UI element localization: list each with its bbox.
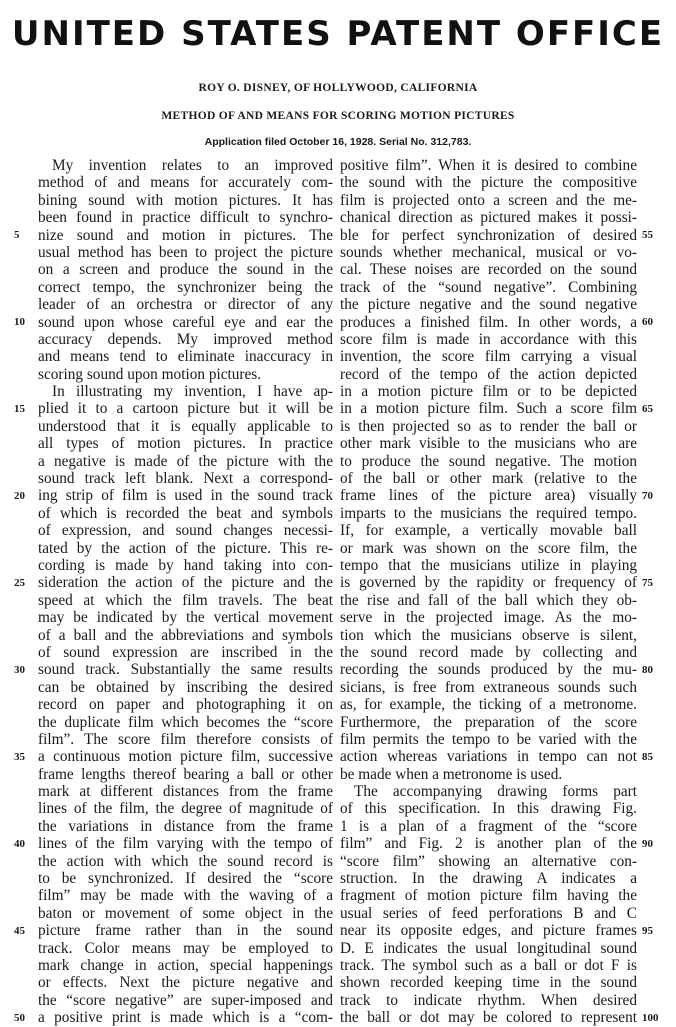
text-line: If, for example, a vertically movable ball (340, 522, 637, 540)
text-line: of this specification. In this drawing Fig. (340, 800, 637, 818)
text-line: sound track left blank. Next a correspond- (38, 470, 333, 488)
text-line: the “score negative” are super-imposed and (38, 991, 333, 1009)
text-line: cording is made by hand taking into con- (38, 556, 333, 574)
line-number: 75 (642, 576, 653, 589)
text-line: track. Color means may be employed to (38, 939, 333, 957)
text-line: sounds whether mechanical, musical or vo- (340, 243, 637, 261)
text-line: lines of the film, the degree of magnitude of (38, 800, 333, 818)
text-line: lines of the film varying with the tempo of (38, 835, 333, 853)
line-number: 65 (642, 402, 653, 415)
text-line: film” and Fig. 2 is another plan of the (340, 835, 637, 853)
text-line: the variations in distance from the frame (38, 817, 333, 835)
line-number: 20 (14, 489, 25, 502)
text-line: tempo that the musicians utilize in playing (340, 556, 637, 574)
text-line: sideration the action of the picture and the (38, 574, 333, 592)
line-number: 50 (14, 1011, 25, 1024)
line-number: 15 (14, 402, 25, 415)
text-line: is then projected so as to render the ball or (340, 417, 637, 435)
text-line: “score film” showing an alternative con- (340, 852, 637, 870)
line-number: 55 (642, 228, 653, 241)
text-line: ble for perfect synchronization of desired (340, 226, 637, 244)
text-line: In illustrating my invention, I have ap- (52, 383, 333, 401)
text-line: correct tempo, the synchronizer being the (38, 278, 333, 296)
text-line: of expression, and sound changes necessi- (38, 522, 333, 540)
text-line: near its opposite edges, and picture frames (340, 922, 637, 940)
text-line: as, for example, the ticking of a metronome. (340, 696, 637, 714)
text-line: of which is recorded the beat and symbols (38, 504, 333, 522)
text-line: tion which the musicians observe is silent, (340, 626, 637, 644)
patent-title: METHOD OF AND MEANS FOR SCORING MOTION PICTURES (161, 110, 515, 122)
text-line: track to indicate rhythm. When desired (340, 991, 637, 1009)
text-line: to be synchronized. If desired the “score (38, 870, 333, 888)
text-line: the picture negative and the sound negative (340, 296, 637, 314)
text-line: The accompanying drawing forms part (354, 783, 637, 801)
line-number: 60 (642, 315, 653, 328)
text-line: frame lines of the picture area) visually (340, 487, 637, 505)
text-line: in a motion picture film or to be depicted (340, 383, 637, 401)
text-line: recording the sounds produced by the mu- (340, 661, 637, 679)
text-line: mark at different distances from the frame (38, 783, 333, 801)
text-line: shown recorded keeping time in the sound (340, 974, 637, 992)
text-line: My invention relates to an improved (52, 157, 333, 174)
text-line: ing strip of film is used in the sound track (38, 487, 333, 505)
text-line: invention, the score film carrying a visual (340, 348, 637, 366)
text-line: leader of an orchestra or director of any (38, 296, 333, 314)
text-line: usual series of feed perforations B and C (340, 904, 637, 922)
text-line: be made when a metronome is used. (340, 765, 563, 783)
line-number: 25 (14, 576, 25, 589)
line-number: 45 (14, 924, 25, 937)
text-line: of the ball or other mark (relative to the (340, 470, 637, 488)
text-line: is governed by the rapidity or frequency of (340, 574, 637, 592)
text-line: a negative is made of the picture with the (38, 452, 333, 470)
text-line: usual method has been to project the picture (38, 243, 333, 261)
text-line: of a ball and the abbreviations and symbols (38, 626, 333, 644)
text-line: chanical direction as pictured makes it possi- (340, 209, 637, 227)
text-line: of sound expression are inscribed in the (38, 643, 333, 661)
line-number: 5 (14, 228, 20, 241)
line-number: 80 (642, 663, 653, 676)
office-title: UNITED STATES PATENT OFFICE (11, 14, 665, 54)
text-line: record of the tempo of the action depicted (340, 365, 637, 383)
text-line: the sound record made by collecting and (340, 643, 637, 661)
text-line: bining sound with motion pictures. It has (38, 191, 333, 209)
line-number: 85 (642, 750, 653, 763)
text-line: to produce the sound negative. The motion (340, 452, 637, 470)
text-line: fragment of motion picture film having the (340, 887, 637, 905)
line-number: 10 (14, 315, 25, 328)
text-line: positive film”. When it is desired to combine (340, 157, 637, 174)
text-line: track. The symbol such as a ball or dot F is (340, 956, 637, 974)
text-line: the rise and fall of the ball which they ob- (340, 591, 637, 609)
text-line: sicians, is free from extraneous sounds such (340, 678, 637, 696)
text-line: film” may be made with the waving of a (38, 887, 333, 905)
right-column (340, 157, 637, 1027)
text-line: action whereas variations in tempo can not (340, 748, 637, 766)
text-line: the ball or dot may be colored to represent (340, 1009, 637, 1027)
text-line: D. E indicates the usual longitudinal sound (340, 939, 637, 957)
text-line: mark change in action, special happenings (38, 956, 333, 974)
text-line: other mark visible to the musicians who are (340, 435, 637, 453)
text-line: a continuous motion picture film, successive (38, 748, 333, 766)
text-line: the duplicate film which becomes the “score (38, 713, 333, 731)
text-line: the action with which the sound record is (38, 852, 333, 870)
application-line: Application filed October 16, 1928. Serial No. 312,783. (204, 136, 472, 148)
text-line: tated by the action of the picture. This re- (38, 539, 333, 557)
line-number: 90 (642, 837, 653, 850)
text-line: film”. The score film therefore consists of (38, 730, 333, 748)
text-line: produces a finished film. In other words, a (340, 313, 637, 331)
text-line: scoring sound upon motion pictures. (38, 365, 262, 383)
text-line: picture frame rather than in the sound (38, 922, 333, 940)
text-line: may be indicated by the vertical movement (38, 609, 333, 627)
text-line: record on paper and photographing it on (38, 696, 333, 714)
line-number: 35 (14, 750, 25, 763)
text-line: track of the “sound negative”. Combining (340, 278, 637, 296)
line-number: 95 (642, 924, 653, 937)
text-line: 1 is a plan of a fragment of the “score (340, 817, 637, 835)
text-line: can be obtained by inscribing the desired (38, 678, 333, 696)
text-line: frame lengths thereof bearing a ball or other (38, 765, 333, 783)
text-line: method of and means for accurately com- (38, 174, 333, 192)
text-line: a positive print is made which is a “com- (38, 1009, 333, 1027)
text-line: Furthermore, the preparation of the score (340, 713, 637, 731)
text-line: in a motion picture film. Such a score film (340, 400, 637, 418)
line-number: 100 (642, 1011, 659, 1024)
text-line: struction. In the drawing A indicates a (340, 870, 637, 888)
text-line: imparts to the musicians the required tempo. (340, 504, 637, 522)
text-line: sound upon whose careful eye and ear the (38, 313, 333, 331)
line-number: 40 (14, 837, 25, 850)
left-column (38, 157, 333, 1027)
text-line: speed at which the film travels. The beat (38, 591, 333, 609)
text-line: and means tend to eliminate inaccuracy in (38, 348, 333, 366)
text-line: understood that it is equally applicable to (38, 417, 333, 435)
text-line: baton or movement of some object in the (38, 904, 333, 922)
text-line: on a screen and produce the sound in the (38, 261, 333, 279)
text-line: or effects. Next the picture negative and (38, 974, 333, 992)
text-line: all types of motion pictures. In practice (38, 435, 333, 453)
text-line: nize sound and motion in pictures. The (38, 226, 333, 244)
text-line: score film is made in accordance with this (340, 330, 637, 348)
text-line: cal. These noises are recorded on the sound (340, 261, 637, 279)
text-line: film permits the tempo to be varied with the (340, 730, 637, 748)
line-number: 70 (642, 489, 653, 502)
text-line: serve in the projected image. As the mo- (340, 609, 637, 627)
text-line: or mark was shown on the score film, the (340, 539, 637, 557)
text-line: sound track. Substantially the same results (38, 661, 333, 679)
text-line: film is projected onto a screen and the me- (340, 191, 637, 209)
text-line: accuracy depends. My improved method (38, 330, 333, 348)
text-line: the sound with the picture the compositive (340, 174, 637, 192)
line-number: 30 (14, 663, 25, 676)
text-line: plied it to a cartoon picture but it will be (38, 400, 333, 418)
text-line: been found in practice difficult to synchro- (38, 209, 333, 227)
inventor-line: ROY O. DISNEY, OF HOLLYWOOD, CALIFORNIA (198, 82, 478, 94)
